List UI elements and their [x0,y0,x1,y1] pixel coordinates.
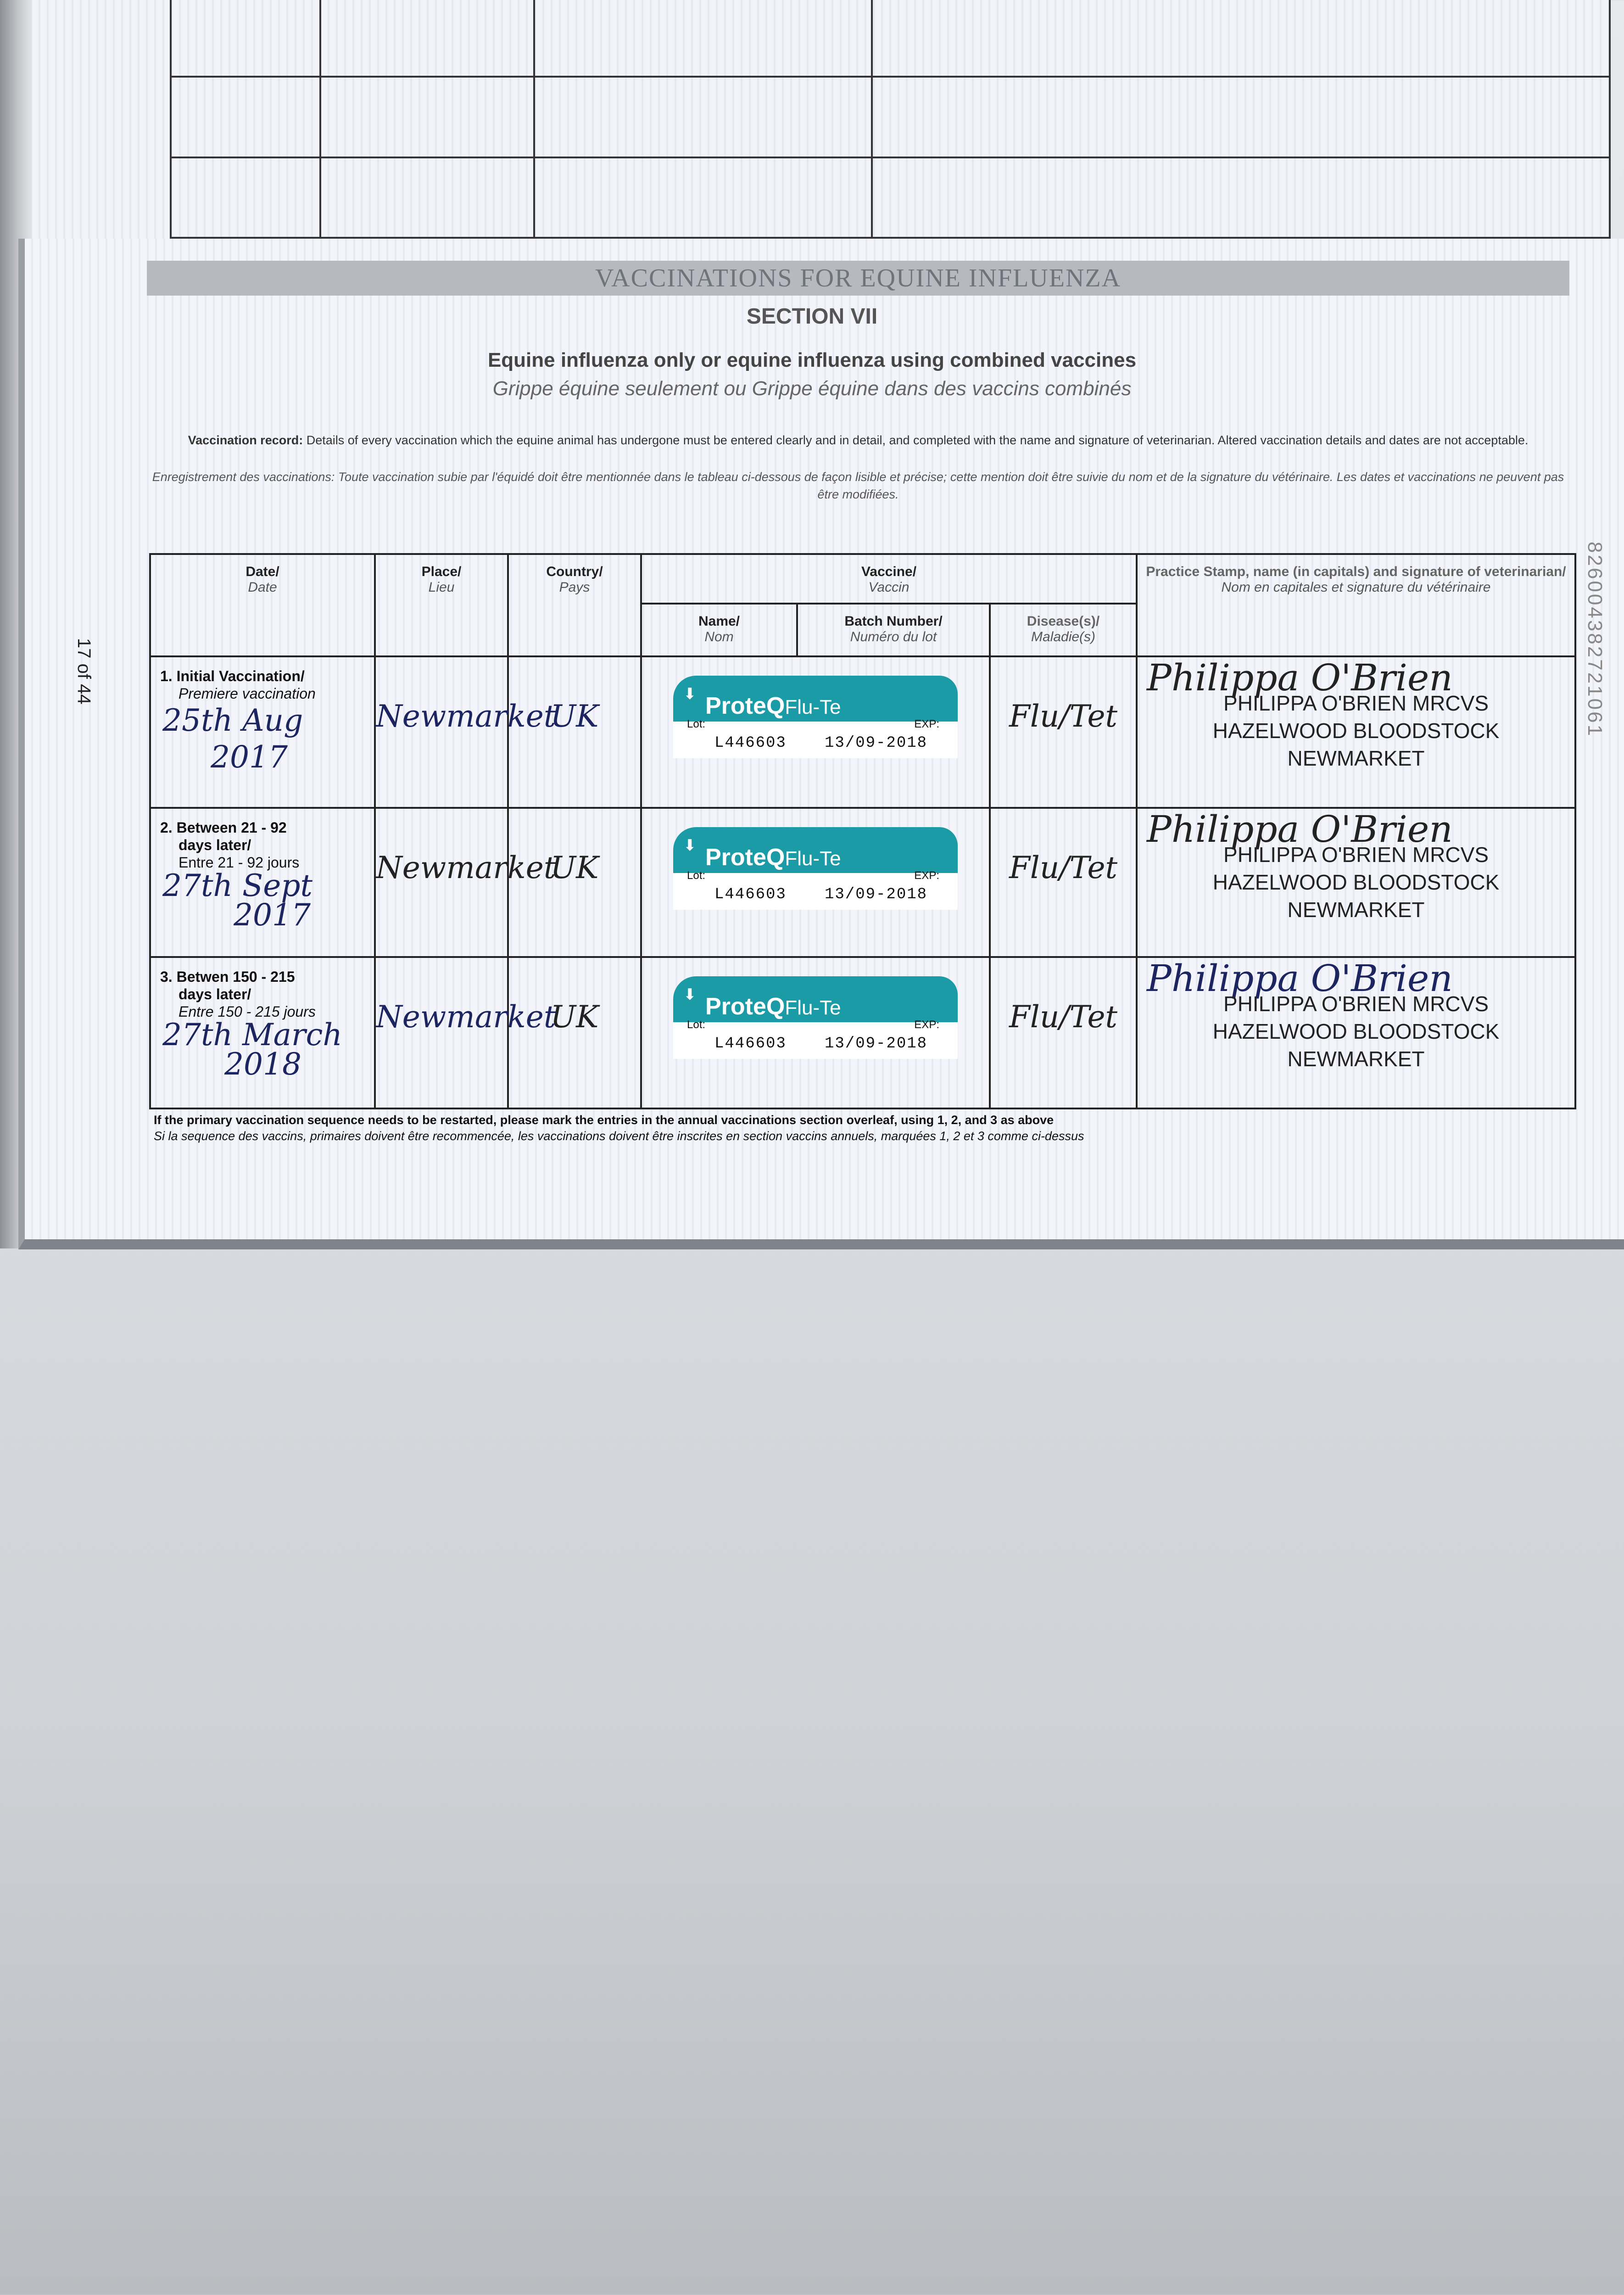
footnote-en: If the primary vaccination sequence needs to be restarted, please mark the entries in the annual vaccinations section overleaf, using 1, 2, and 3 as above [154,1113,1054,1127]
practice-stamp: PHILIPPA O'BRIEN MRCVS HAZELWOOD BLOODSTOCK NEWMARKET [1212,992,1500,1071]
country-cell: UK [508,656,641,808]
vaccine-sticker: ⬇ ProteQFlu-Te Lot: EXP: L446603 13/09-2018 [673,827,958,910]
practice-stamp: PHILIPPA O'BRIEN MRCVS HAZELWOOD BLOODSTOCK NEWMARKET [1212,843,1500,922]
section-title: SECTION VII [746,304,878,329]
vet-signature: Philippa O'Brien [1147,957,1453,1000]
serial-number: 826004382721061 [1584,542,1606,738]
expiry-date: 13/09-2018 [825,734,928,752]
place-cell: Newmarket [375,808,508,957]
record-instructions-en [156,431,1560,449]
header-name: Name/ Nom [641,604,797,656]
date-cell: 3. Betwen 150 - 215 days later/ Entre 150 - 215 jours 27th March 2018 [150,957,375,1108]
handwritten-date: 25th Aug [162,703,303,738]
section-banner: VACCINATIONS FOR EQUINE INFLUENZA [147,261,1569,296]
country-cell: UK [508,957,641,1108]
record-text-en: Details of every vaccination which the equine animal has undergone must be entered clearly and in detail, and completed with the name and signature of veterinarian. Altered vaccination details and dates are not acceptable. [306,433,1529,447]
subtitle-fr: Grippe équine seulement ou Grippe équine dans des vaccins combinés [492,377,1132,400]
sticker-logo-icon: ⬇ [683,837,697,854]
practice-stamp: PHILIPPA O'BRIEN MRCVS HAZELWOOD BLOODSTOCK NEWMARKET [1212,691,1500,770]
header-country: Country/ Pays [508,554,641,656]
sticker-logo-icon: ⬇ [683,986,697,1003]
vaccine-sticker-cell [641,957,990,1108]
vaccine-sticker-cell [641,656,990,808]
disease-cell: Flu/Tet [990,808,1137,957]
country-cell: UK [508,808,641,957]
page-number: 17 of 44 [74,638,94,705]
date-cell: 2. Between 21 - 92 days later/ Entre 21 - 92 jours 27th Sept 2017 [150,808,375,957]
handwritten-date: 27th March [162,1017,342,1052]
table-row [150,957,1575,1108]
handwritten-year: 2018 [224,1047,301,1082]
stamp-cell [1137,957,1575,1108]
place-cell: Newmarket [375,957,508,1108]
table-row [150,656,1575,808]
vaccine-sticker: ⬇ ProteQFlu-Te Lot: EXP: L446603 13/09-2018 [673,676,958,758]
stamp-cell [1137,808,1575,957]
record-instructions-fr: Enregistrement des vaccinations: Toute vaccination subie par l'équidé doit être mentionnée dans le tableau ci-dessous de façon lisible et précise; cette mention doit être suivie du nom et de la signature du vétérinaire. Les dates et vaccinations ne peuvent pas être modifiées. [152,470,1564,501]
record-label: Vaccination record: [188,433,303,447]
vaccine-sticker-cell [641,808,990,957]
header-date: Date/ Date [150,554,375,656]
footnote-fr: Si la sequence des vaccins, primaires doivent être recommencée, les vaccinations doivent être inscrites en section vaccins annuels, marquées 1, 2 et 3 comme ci-dessus [154,1129,1084,1143]
vaccine-sticker: ⬇ ProteQFlu-Te Lot: EXP: L446603 13/09-2018 [673,976,958,1059]
handwritten-date: 27th Sept [162,868,313,903]
previous-page-section [32,0,1611,239]
previous-table [170,0,1611,239]
header-practice: Practice Stamp, name (in capitals) and signature of veterinarian/ Nom en capitales et signature du vétérinaire [1137,554,1575,656]
header-batch: Batch Number/ Numéro du lot [797,604,990,656]
batch-number: L446603 [714,886,787,903]
vaccination-table [149,553,1576,1109]
sticker-logo-icon: ⬇ [683,685,697,703]
vet-signature: Philippa O'Brien [1147,656,1453,699]
batch-number: L446603 [714,734,787,752]
header-place: Place/ Lieu [375,554,508,656]
disease-cell: Flu/Tet [990,656,1137,808]
table-row [150,808,1575,957]
subtitle-en: Equine influenza only or equine influenza using combined vaccines [487,349,1137,371]
handwritten-year: 2017 [234,897,311,933]
handwritten-year: 2017 [211,739,288,775]
date-cell: 1. Initial Vaccination/ Premiere vaccination 25th Aug 2017 [150,656,375,808]
vet-signature: Philippa O'Brien [1147,808,1453,851]
header-vaccine: Vaccine/ Vaccin [641,554,1137,604]
batch-number: L446603 [714,1035,787,1052]
stamp-cell [1137,656,1575,808]
disease-cell: Flu/Tet [990,957,1137,1108]
expiry-date: 13/09-2018 [825,886,928,903]
header-disease: Disease(s)/ Maladie(s) [990,604,1137,656]
place-cell: Newmarket [375,656,508,808]
expiry-date: 13/09-2018 [825,1035,928,1052]
